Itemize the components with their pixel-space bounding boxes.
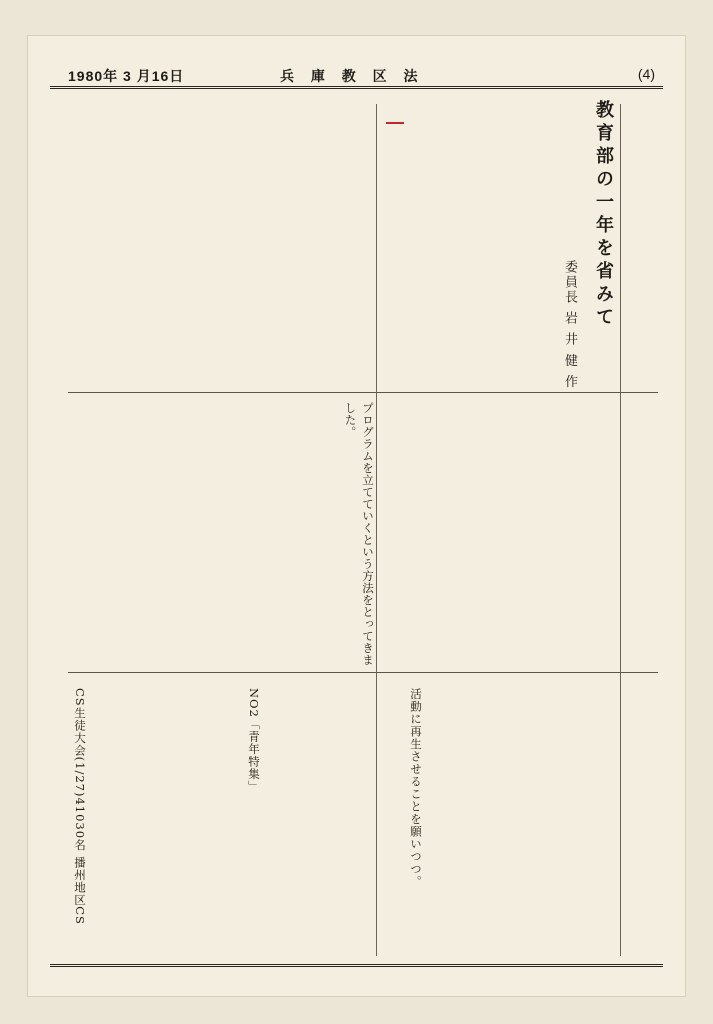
body-text <box>626 678 654 958</box>
text-block-lower-far-left <box>626 678 654 958</box>
fragment-footer-left: CS生徒大会(1/27)41030名 播州地区CS <box>73 688 87 925</box>
newsletter-title: 兵 庫 教 区 法 <box>280 69 424 85</box>
section-divider-lower <box>68 672 658 673</box>
text-block-upper-left <box>70 104 370 388</box>
text-block-upper-far-left <box>626 104 654 388</box>
column-divider-left <box>376 104 377 956</box>
column-divider-right <box>620 104 621 956</box>
fragment-program-type: プログラムを立てていくという方法をとってきました。 <box>343 402 375 666</box>
fragment-footer-center: NO2「青年特集」 <box>247 688 261 793</box>
body-text <box>626 104 654 388</box>
body-text <box>626 398 654 668</box>
header-rule <box>50 86 663 89</box>
page-number: (4) <box>637 66 655 82</box>
red-pen-mark <box>386 108 404 124</box>
body-text <box>404 104 550 388</box>
section-divider-upper <box>68 392 658 393</box>
text-block-middle-right <box>404 398 616 668</box>
text-block-lower-right <box>404 678 616 958</box>
body-text <box>70 398 370 668</box>
article-byline: 委員長 岩 井 健 作 <box>562 260 577 390</box>
text-block-middle-left <box>70 398 370 668</box>
article-title: 教育部の一年を省みて <box>593 100 614 330</box>
body-text <box>404 398 616 668</box>
footer-rule <box>50 964 663 967</box>
body-text <box>70 678 370 958</box>
fragment-footer-right: 活動に再生させることを願いつつ。 <box>409 688 423 888</box>
text-block-upper-right <box>404 104 550 388</box>
body-text <box>70 104 370 388</box>
text-block-lower-left <box>70 678 370 958</box>
text-block-middle-far-left <box>626 398 654 668</box>
issue-date: 1980年 3 月16日 <box>68 68 185 84</box>
body-text <box>404 678 616 958</box>
